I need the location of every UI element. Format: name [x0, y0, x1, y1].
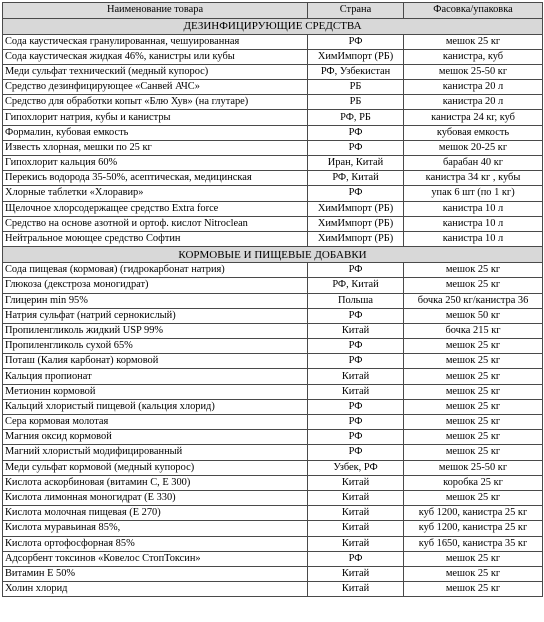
header-country: Страна — [308, 3, 404, 19]
pack-cell: упак 6 шт (по 1 кг) — [404, 186, 543, 201]
table-row — [3, 278, 543, 293]
section-title: ДЕЗИНФИЦИРУЮЩИЕ СРЕДСТВА — [3, 18, 543, 34]
header-row — [3, 3, 543, 19]
product-name: Средство дезинфицирующее «Санвей АЧС» — [3, 80, 308, 95]
pack-cell: мешок 25 кг — [404, 384, 543, 399]
table-row — [3, 445, 543, 460]
table-row — [3, 339, 543, 354]
table-row — [3, 399, 543, 414]
table-row — [3, 49, 543, 64]
country-cell: РФ — [308, 399, 404, 414]
product-name: Известь хлорная, мешки по 25 кг — [3, 140, 308, 155]
product-name: Сода каустическая жидкая 46%, канистры или кубы — [3, 49, 308, 64]
table-row — [3, 231, 543, 246]
table-row — [3, 110, 543, 125]
table-row — [3, 582, 543, 597]
product-name: Средство для обработки копыт «Блю Хув» (на глутаре) — [3, 95, 308, 110]
table-row — [3, 140, 543, 155]
product-name: Кислота молочная пищевая (Е 270) — [3, 506, 308, 521]
table-row — [3, 171, 543, 186]
product-name: Сода пищевая (кормовая) (гидрокарбонат натрия) — [3, 263, 308, 278]
table-row — [3, 384, 543, 399]
pack-cell: мешок 25 кг — [404, 415, 543, 430]
product-name: Адсорбент токсинов «Ковелос СтопТоксин» — [3, 551, 308, 566]
country-cell: ХимИмпорт (РБ) — [308, 201, 404, 216]
header-pack: Фасовка/упаковка — [404, 3, 543, 19]
country-cell: Польша — [308, 293, 404, 308]
pack-cell: мешок 25 кг — [404, 566, 543, 581]
country-cell: РФ — [308, 308, 404, 323]
pack-cell: мешок 25 кг — [404, 399, 543, 414]
country-cell: Китай — [308, 521, 404, 536]
country-cell: Китай — [308, 490, 404, 505]
product-name: Пропиленгликоль сухой 65% — [3, 339, 308, 354]
table-row — [3, 536, 543, 551]
country-cell: Китай — [308, 566, 404, 581]
pack-cell: мешок 25 кг — [404, 263, 543, 278]
country-cell: Китай — [308, 475, 404, 490]
price-table-body — [3, 3, 543, 597]
pack-cell: мешок 25-50 кг — [404, 64, 543, 79]
product-name: Хлорные таблетки «Хлоравир» — [3, 186, 308, 201]
country-cell: РФ, Китай — [308, 278, 404, 293]
pack-cell: мешок 25 кг — [404, 490, 543, 505]
product-name: Пропиленгликоль жидкий USP 99% — [3, 323, 308, 338]
table-row — [3, 80, 543, 95]
pack-cell: мешок 25 кг — [404, 354, 543, 369]
pack-cell: мешок 20-25 кг — [404, 140, 543, 155]
pack-cell: канистра 20 л — [404, 80, 543, 95]
table-row — [3, 216, 543, 231]
header-name: Наименование товара — [3, 3, 308, 19]
product-name: Меди сульфат кормовой (медный купорос) — [3, 460, 308, 475]
pack-cell: мешок 25 кг — [404, 369, 543, 384]
product-name: Нейтральное моющее средство Софтин — [3, 231, 308, 246]
pack-cell: коробка 25 кг — [404, 475, 543, 490]
table-row — [3, 551, 543, 566]
table-row — [3, 34, 543, 49]
product-name: Глицерин min 95% — [3, 293, 308, 308]
pack-cell: барабан 40 кг — [404, 156, 543, 171]
pack-cell: бочка 215 кг — [404, 323, 543, 338]
product-name: Холин хлорид — [3, 582, 308, 597]
country-cell: ХимИмпорт (РБ) — [308, 216, 404, 231]
country-cell: РФ — [308, 34, 404, 49]
country-cell: РБ — [308, 95, 404, 110]
country-cell: РФ — [308, 354, 404, 369]
pack-cell: канистра 34 кг , кубы — [404, 171, 543, 186]
pack-cell: мешок 50 кг — [404, 308, 543, 323]
product-name: Средство на основе азотной и ортоф. кислот Nitroclean — [3, 216, 308, 231]
pack-cell: куб 1650, канистра 35 кг — [404, 536, 543, 551]
table-row — [3, 201, 543, 216]
product-name: Меди сульфат технический (медный купорос) — [3, 64, 308, 79]
country-cell: Китай — [308, 536, 404, 551]
product-name: Магния оксид кормовой — [3, 430, 308, 445]
country-cell: Узбек, РФ — [308, 460, 404, 475]
table-row — [3, 354, 543, 369]
country-cell: РФ, Китай — [308, 171, 404, 186]
section-title: КОРМОВЫЕ И ПИЩЕВЫЕ ДОБАВКИ — [3, 247, 543, 263]
country-cell: РФ — [308, 415, 404, 430]
country-cell: ХимИмпорт (РБ) — [308, 231, 404, 246]
country-cell: РФ — [308, 186, 404, 201]
country-cell: РФ — [308, 263, 404, 278]
product-name: Витамин Е 50% — [3, 566, 308, 581]
country-cell: РФ — [308, 140, 404, 155]
country-cell: РФ — [308, 445, 404, 460]
country-cell: РФ, Узбекистан — [308, 64, 404, 79]
table-row — [3, 506, 543, 521]
country-cell: Китай — [308, 506, 404, 521]
table-row — [3, 95, 543, 110]
table-row — [3, 263, 543, 278]
product-name: Формалин, кубовая емкость — [3, 125, 308, 140]
product-name: Кальций хлористый пищевой (кальция хлорид) — [3, 399, 308, 414]
product-name: Кальция пропионат — [3, 369, 308, 384]
country-cell: Китай — [308, 582, 404, 597]
product-name: Гипохлорит кальция 60% — [3, 156, 308, 171]
table-row — [3, 566, 543, 581]
table-row — [3, 475, 543, 490]
product-name: Метионин кормовой — [3, 384, 308, 399]
product-name: Кислота аскорбиновая (витамин С, Е 300) — [3, 475, 308, 490]
pack-cell: канистра 10 л — [404, 216, 543, 231]
pack-cell: бочка 250 кг/канистра 36 — [404, 293, 543, 308]
country-cell: РФ — [308, 551, 404, 566]
product-name: Глюкоза (декстроза моногидрат) — [3, 278, 308, 293]
table-row — [3, 125, 543, 140]
pack-cell: мешок 25 кг — [404, 278, 543, 293]
table-row — [3, 521, 543, 536]
product-name: Сода каустическая гранулированная, чешуированная — [3, 34, 308, 49]
table-row — [3, 323, 543, 338]
product-name: Поташ (Калия карбонат) кормовой — [3, 354, 308, 369]
country-cell: ХимИмпорт (РБ) — [308, 49, 404, 64]
pack-cell: канистра 20 л — [404, 95, 543, 110]
country-cell: РФ — [308, 430, 404, 445]
table-row — [3, 156, 543, 171]
country-cell: РФ, РБ — [308, 110, 404, 125]
table-row — [3, 64, 543, 79]
pack-cell: куб 1200, канистра 25 кг — [404, 521, 543, 536]
table-row — [3, 460, 543, 475]
pack-cell: канистра 24 кг, куб — [404, 110, 543, 125]
country-cell: РБ — [308, 80, 404, 95]
pack-cell: куб 1200, канистра 25 кг — [404, 506, 543, 521]
country-cell: Китай — [308, 323, 404, 338]
table-row — [3, 308, 543, 323]
country-cell: Китай — [308, 369, 404, 384]
product-name: Натрия сульфат (натрий сернокислый) — [3, 308, 308, 323]
section-header-row — [3, 18, 543, 34]
product-name: Щелочное хлорсодержащее средство Extra force — [3, 201, 308, 216]
country-cell: РФ — [308, 339, 404, 354]
pack-cell: мешок 25-50 кг — [404, 460, 543, 475]
country-cell: РФ — [308, 125, 404, 140]
country-cell: Китай — [308, 384, 404, 399]
pack-cell: мешок 25 кг — [404, 339, 543, 354]
product-name: Кислота лимонная моногидрат (Е 330) — [3, 490, 308, 505]
pack-cell: канистра, куб — [404, 49, 543, 64]
table-row — [3, 415, 543, 430]
pack-cell: мешок 25 кг — [404, 34, 543, 49]
country-cell: Иран, Китай — [308, 156, 404, 171]
product-name: Перекись водорода 35-50%, асептическая, медицинская — [3, 171, 308, 186]
table-row — [3, 186, 543, 201]
pack-cell: кубовая емкость — [404, 125, 543, 140]
pack-cell: мешок 25 кг — [404, 430, 543, 445]
product-name: Магний хлористый модифицированный — [3, 445, 308, 460]
price-table — [2, 2, 543, 597]
table-row — [3, 369, 543, 384]
section-header-row — [3, 247, 543, 263]
table-row — [3, 490, 543, 505]
table-row — [3, 430, 543, 445]
pack-cell: мешок 25 кг — [404, 582, 543, 597]
product-name: Кислота муравьиная 85%, — [3, 521, 308, 536]
pack-cell: мешок 25 кг — [404, 551, 543, 566]
product-name: Кислота ортофосфорная 85% — [3, 536, 308, 551]
pack-cell: канистра 10 л — [404, 201, 543, 216]
product-name: Сера кормовая молотая — [3, 415, 308, 430]
table-row — [3, 293, 543, 308]
product-name: Гипохлорит натрия, кубы и канистры — [3, 110, 308, 125]
pack-cell: канистра 10 л — [404, 231, 543, 246]
pack-cell: мешок 25 кг — [404, 445, 543, 460]
